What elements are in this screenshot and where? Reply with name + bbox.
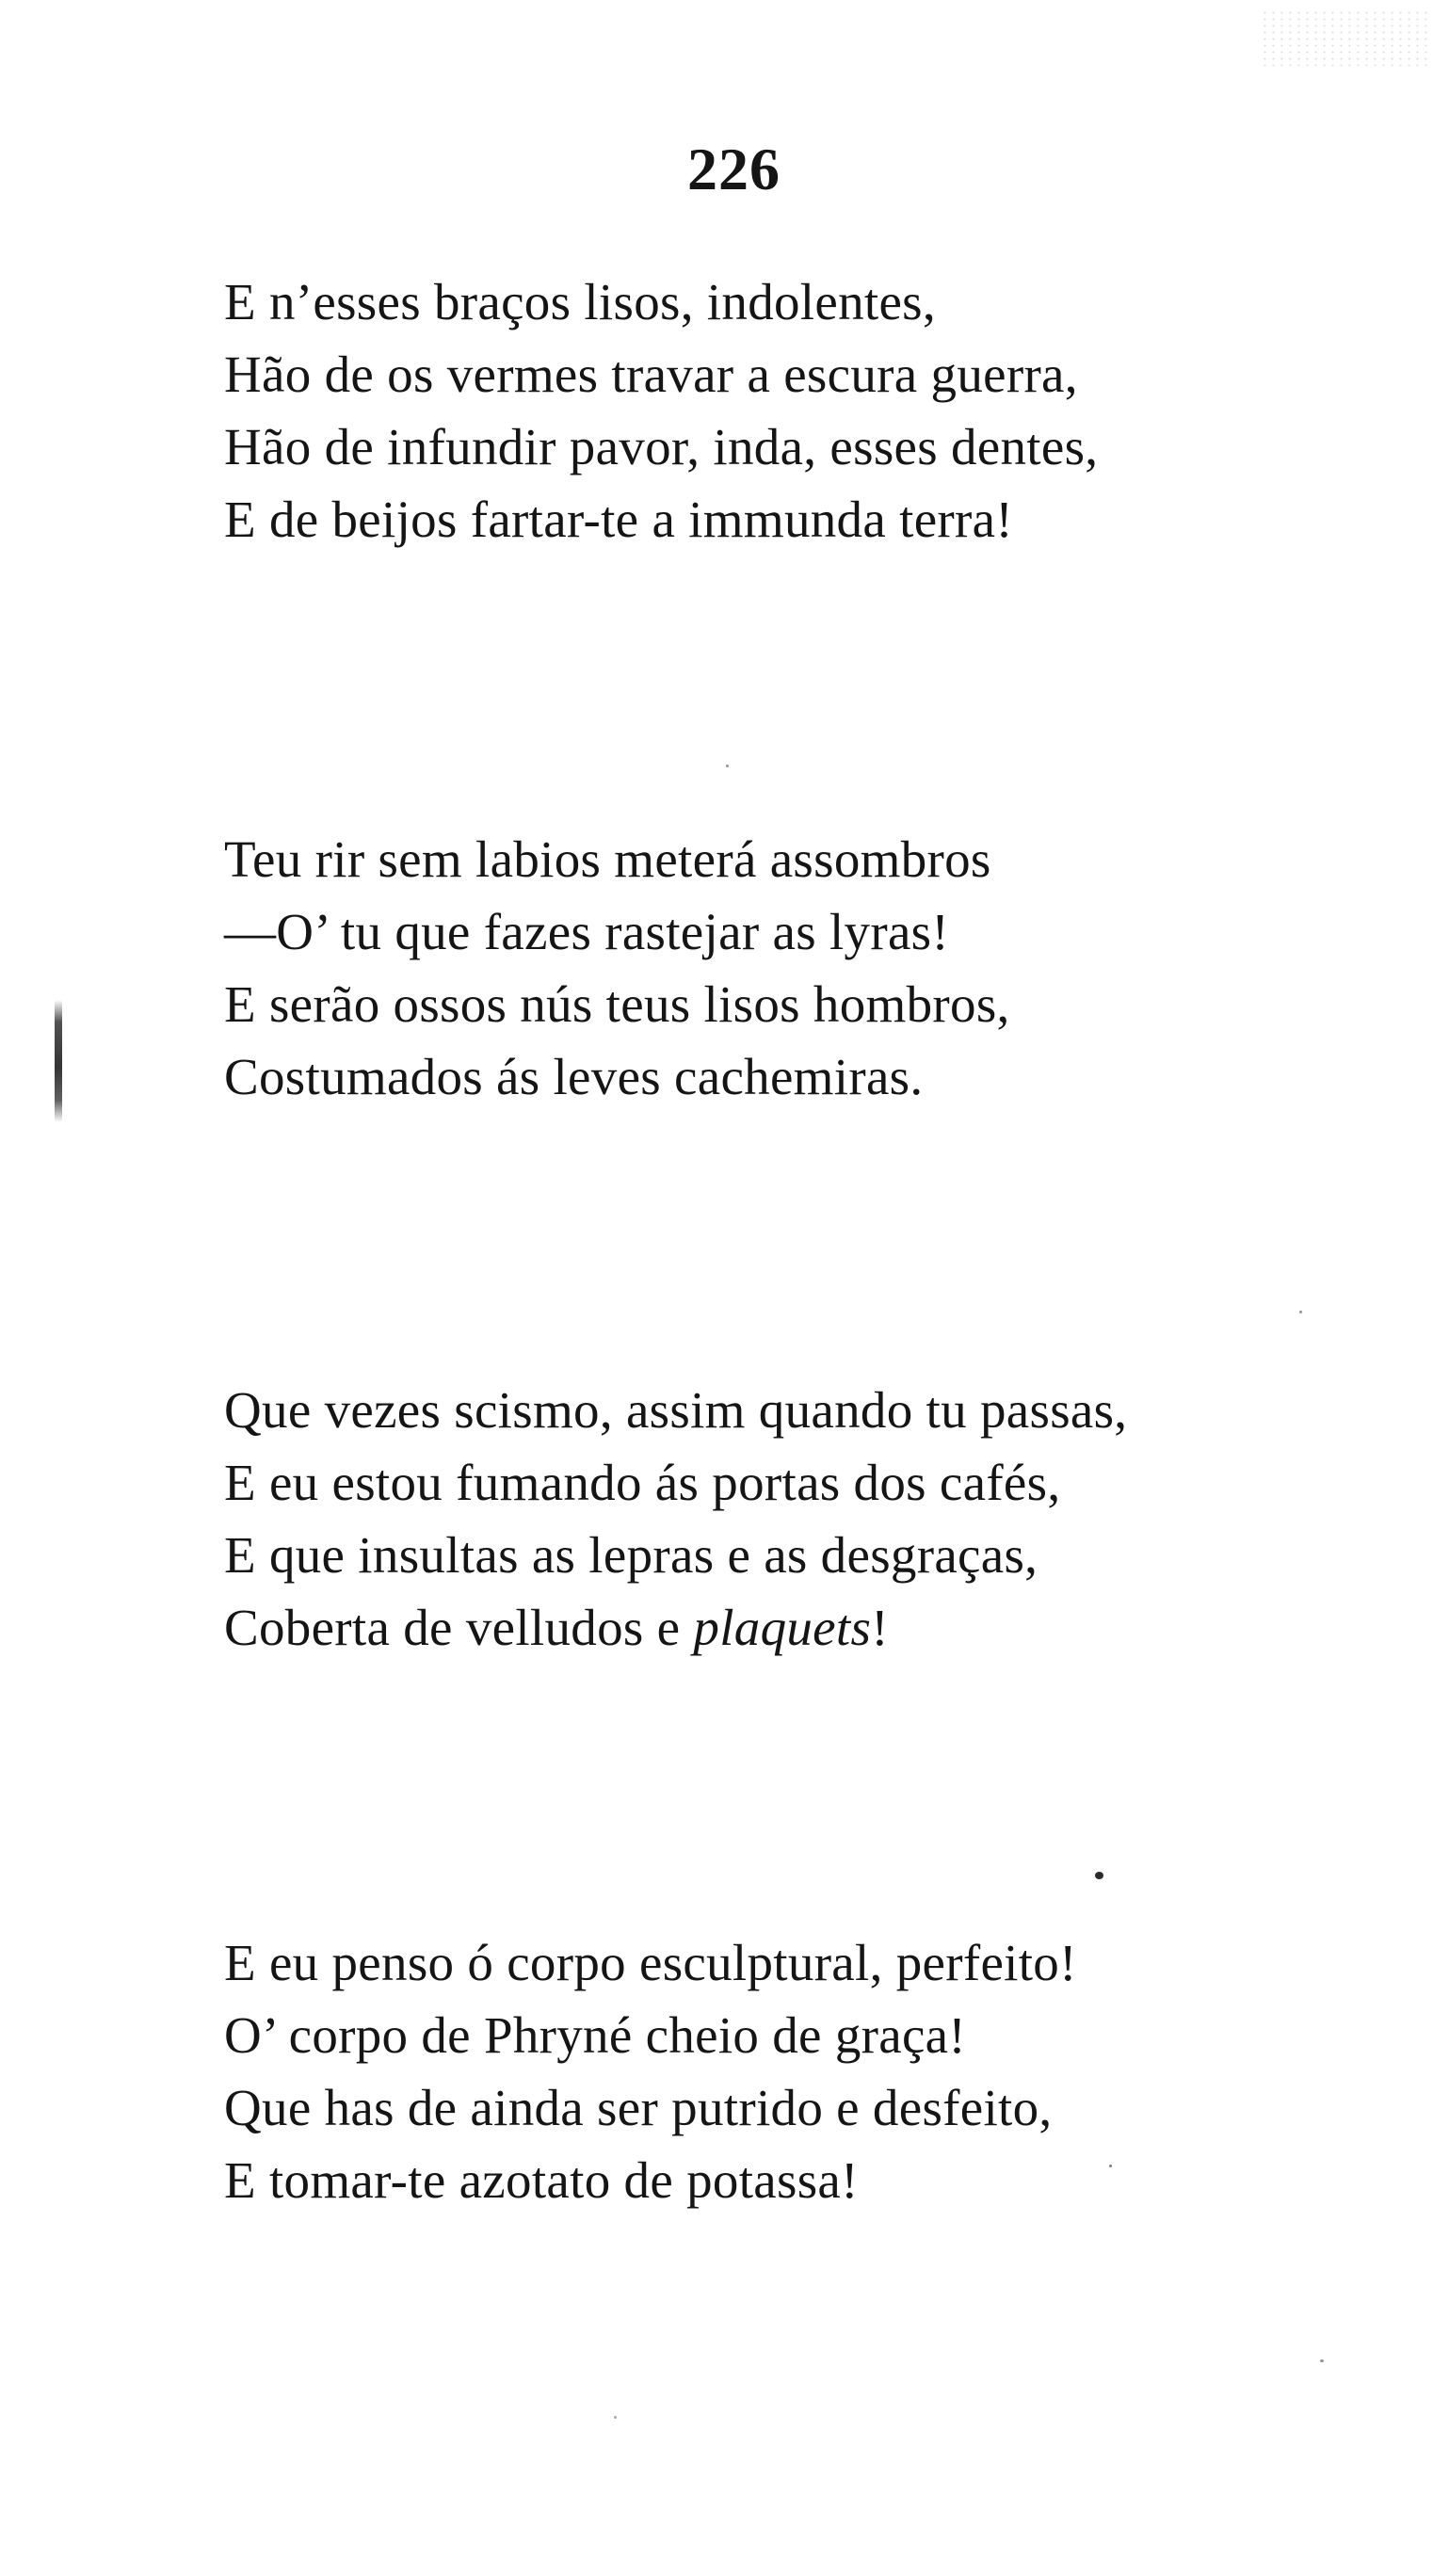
verse-line: O’ corpo de Phryné cheio de graça!: [224, 2006, 966, 2064]
speck: [1095, 1872, 1103, 1879]
speck: [614, 2416, 617, 2419]
italic-word: plaquets: [693, 1599, 872, 1656]
verse-line: E serão ossos nús teus lisos hombros,: [224, 975, 1010, 1033]
speck: [1109, 2165, 1112, 2167]
stanza-2: [224, 823, 1307, 1113]
verse-line: Que vezes scismo, assim quando tu passas,: [224, 1381, 1128, 1439]
verse-line: E eu estou fumando ás portas dos cafés,: [224, 1454, 1061, 1511]
verse-line: E n’esses braços lisos, indolentes,: [224, 273, 936, 330]
stanza-3: [224, 1374, 1307, 1664]
verse-punctuation: !: [871, 1599, 889, 1656]
stanza-1: [224, 266, 1307, 555]
verse-line: E que insultas as lepras e as desgraças,: [224, 1526, 1038, 1584]
stanza-4: [224, 1926, 1307, 2216]
verse-line: Hão de infundir pavor, inda, esses dentes,: [224, 418, 1099, 475]
verse-line: Hão de os vermes travar a escura guerra,: [224, 346, 1078, 403]
speck: [726, 765, 729, 767]
verse-line-mixed: [224, 1591, 1307, 1664]
scan-corner-noise: [1261, 9, 1430, 66]
verse-line: Teu rir sem labios meterá assombros: [224, 830, 991, 888]
verse-line: Costumados ás leves cachemiras.: [224, 1048, 924, 1105]
verse-line: E de beijos fartar-te a immunda terra!: [224, 491, 1013, 548]
verse-line: E tomar-te azotato de potassa!: [224, 2151, 859, 2209]
verse-text: Coberta de velludos e: [224, 1599, 694, 1656]
page-number: 226: [687, 136, 781, 202]
verse-line: E eu penso ó corpo esculptural, perfeito!: [224, 1934, 1077, 1991]
speck: [1299, 1311, 1302, 1313]
verse-line: —O’ tu que fazes rastejar as lyras!: [224, 903, 949, 960]
scan-edge-mark: [55, 1000, 62, 1122]
speck: [524, 2181, 527, 2183]
verse-line: Que has de ainda ser putrido e desfeito,: [224, 2079, 1053, 2136]
speck: [1320, 2359, 1324, 2362]
